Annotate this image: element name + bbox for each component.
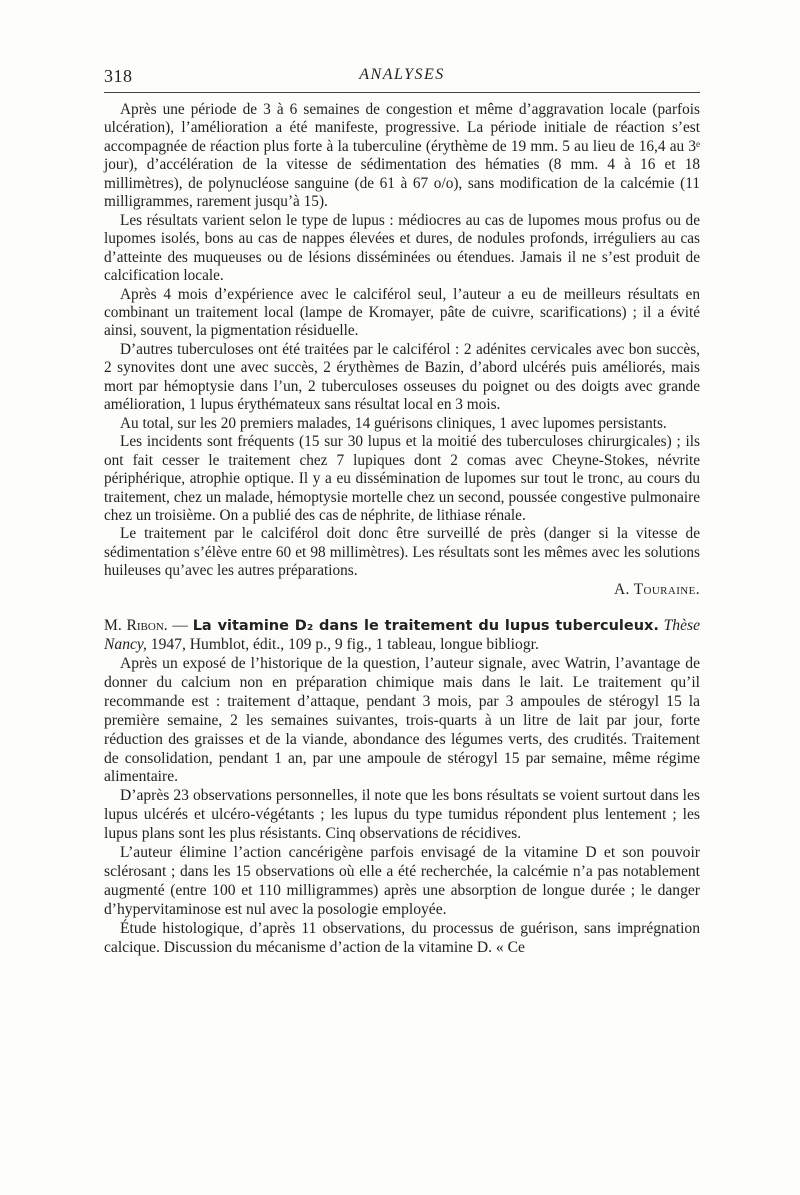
paragraph: Au total, sur les 20 premiers malades, 14 guérisons cliniques, 1 avec lupomes persistants. [120,414,667,432]
paragraph: Les résultats varient selon le type de lupus : médiocres au cas de lupomes mous profus ou de lupomes isolés, bons au cas de nappes élevées et dures, de nodules profonds, irréguliers au cas d’atteinte des muqueuses ou de lésions disséminées ou étendues. Jamais il ne s’est produit de calcification locale. [104,211,700,285]
reference-author: M. Ribon. [104,617,168,635]
paragraph: Les incidents sont fréquents (15 sur 30 lupus et la moitié des tuberculoses chirurgicales) ; ils ont fait cesser le traitement chez 7 lupiques dont 2 comas avec Cheyne-Stokes, névrite périphérique, atrophie optique. Il y a eu dissémination de lupomes sur tout le tronc, au cours du traitement, chez un malade, hémoptysie mortelle chez un second, poussée congestive pulmonaire chez un troisième. On a publié des cas de néphrite, de lithiase rénale. [104,433,700,524]
reference-place: Nancy, [104,636,147,654]
paragraph: D’après 23 observations personnelles, il note que les bons résultats se voient surtout dans les lupus ulcérés et ulcéro-végétants ; les lupus du type tumidus répondent plus lentement ; les lupus plans sont les plus résistants. Cinq observations de récidives. [104,787,700,843]
paragraph: L’auteur élimine l’action cancérigène parfois envisagé de la vitamine D et son pouvoir sclérosant ; dans les 15 observations où elle a été recherchée, la calcémie n’a pas notablement augmenté (entre 100 et 110 milligrammes) après une absorption de longue durée ; le danger d’hypervitaminose est nul avec la posologie employée. [104,844,700,918]
paragraph: Étude histologique, d’après 11 observations, du processus de guérison, sans imprégnation calcique. Discussion du mécanisme d’action de la vitamine D. « Ce [104,919,700,956]
page-number: 318 [104,66,133,86]
reviewer-signature: A. Touraine. [614,580,700,598]
reference-dash: — [167,617,193,635]
header-rule [104,92,700,93]
review-ribon [104,617,700,957]
paragraph: Après une période de 3 à 6 semaines de congestion et même d’aggravation locale (parfois ulcération), l’amélioration a été manifeste, progressive. La période initiale de réaction s’est accompagnée de réaction plus forte à la tuberculine (érythème de 19 mm. 5 au lieu de 16,4 au 3ᵉ jour), d’accélération de la vitesse de sédimentation des hématies (8 mm. 4 à 16 et 18 millimètres), de polynucléose sanguine (de 61 à 67 o/o), sans modification de la calcémie (11 milligrammes, rarement jusqu’à 15). [104,101,700,211]
paragraph: D’autres tuberculoses ont été traitées par le calciférol : 2 adénites cervicales avec bon succès, 2 synovites dont une avec succès, 2 érythèmes de Bazin, d’abord ulcérés puis améliorés, mais mort par hémoptysie dans l’un, 2 tuberculoses osseuses du poignet ou des doigts avec grande amélioration, 1 lupus érythémateux sans résultat local en 3 mois. [104,340,700,414]
reference-type: Thèse [663,617,701,635]
running-title: ANALYSES [359,66,445,83]
review-touraine [104,101,700,599]
paragraph: Après 4 mois d’expérience avec le calciférol seul, l’auteur a eu de meilleurs résultats en combinant un traitement local (lampe de Kromayer, pâte de cuivre, scarifications) ; il a évité ainsi, souvent, la pigmentation résiduelle. [104,285,700,340]
page-header [104,66,700,90]
paragraph: Après un exposé de l’historique de la question, l’auteur signale, avec Watrin, l’avantage de donner du calcium non en préparation chimique mais dans le lait. Le traitement qu’il recommande est : traitement d’attaque, pendant 3 mois, par 3 ampoules de stérogyl 15 la première semaine, 2 les semaines suivantes, trois-quarts à un litre de lait par jour, forte réduction des graisses et de la viande, abondance des légumes verts, des crudités. Traitement de consolidation, pendant 1 an, par une ampoule de stérogyl 15 par semaine, même régime alimentaire. [104,655,700,786]
reference-details: 1947, Humblot, édit., 109 p., 9 fig., 1 tableau, longue bibliogr. [146,636,539,654]
reference-title: La vitamine D₂ dans le traitement du lupus tuberculeux. [192,618,659,635]
article-body [104,101,700,958]
section-gap [104,599,700,617]
paragraph: Le traitement par le calciférol doit donc être surveillé de près (danger si la vitesse de sédimentation s’élève entre 60 et 98 millimètres). Les résultats sont les mêmes avec les solutions huileuses qu’avec les autres préparations. [104,525,700,580]
reference-heading [104,617,700,655]
